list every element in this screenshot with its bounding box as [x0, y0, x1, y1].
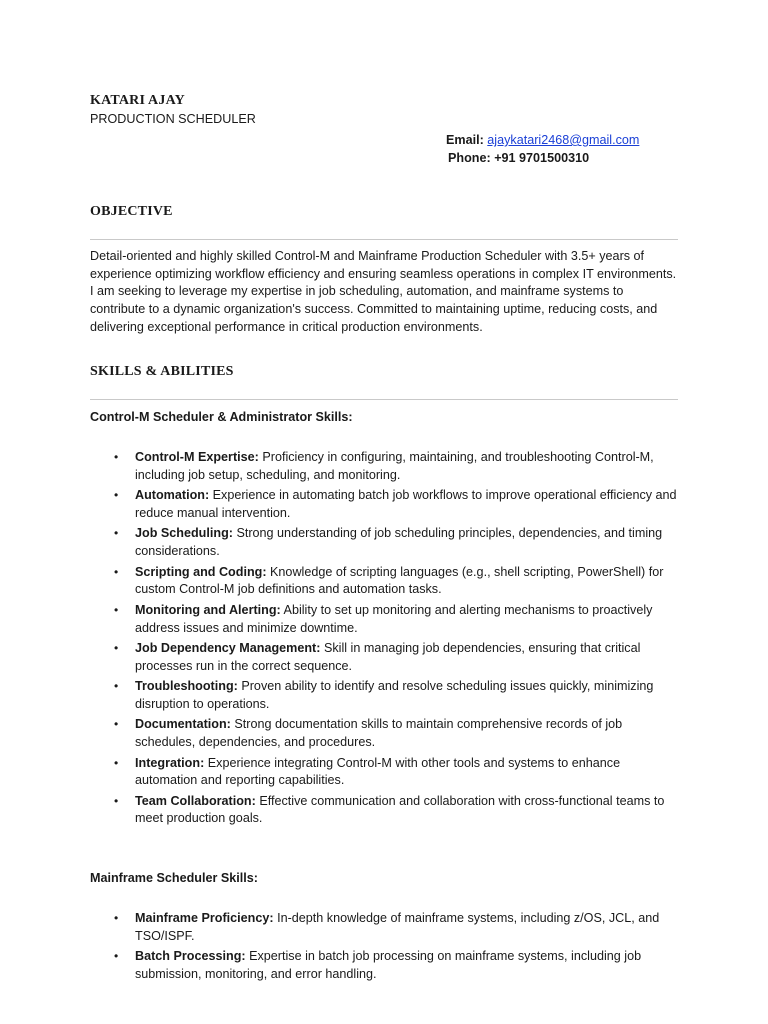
objective-divider — [90, 239, 678, 240]
skill-term: Team Collaboration: — [135, 793, 256, 808]
skill-list-item — [90, 525, 680, 561]
skill-description: Strong documentation skills to maintain comprehensive records of job schedules, dependencies, and procedures. — [135, 717, 623, 750]
candidate-name: KATARI AJAY — [90, 93, 185, 108]
skill-list-item — [90, 793, 680, 829]
skill-term: Troubleshooting: — [135, 679, 238, 694]
phone-label: Phone: — [448, 151, 491, 165]
bullet-icon: • — [114, 793, 119, 808]
skill-list-item — [90, 564, 680, 600]
skill-description: Proficiency in configuring, maintaining, and troubleshooting Control-M, including job setup, scheduling, and monitoring. — [135, 450, 654, 482]
skill-description: Ability to set up monitoring and alerting mechanisms to proactively address issues and minimize downtime. — [135, 602, 653, 635]
skill-list-item — [90, 910, 680, 946]
objective-heading: OBJECTIVE — [90, 204, 173, 219]
skill-description: Effective communication and collaboration with cross-functional teams to meet production goals. — [135, 793, 665, 826]
skill-list-item — [90, 602, 680, 638]
skill-term: Documentation: — [135, 717, 231, 732]
contact-block — [446, 131, 639, 167]
skill-description: Expertise in batch job processing on mainframe systems, including job submission, monitoring, and error handling. — [135, 949, 642, 981]
bullet-icon: • — [114, 911, 119, 925]
bullet-icon: • — [114, 755, 119, 770]
skill-term: Monitoring and Alerting: — [135, 602, 281, 617]
bullet-icon: • — [114, 564, 119, 579]
skill-description: Proven ability to identify and resolve scheduling issues quickly, minimizing disruption to operations. — [135, 679, 654, 711]
mainframe-skills-heading: Mainframe Scheduler Skills: — [90, 871, 258, 885]
bullet-icon: • — [114, 526, 119, 541]
bullet-icon: • — [114, 717, 119, 732]
skill-term: Control-M Expertise: — [135, 450, 259, 464]
skill-description: Skill in managing job dependencies, ensuring that critical processes run in the correct sequence. — [135, 640, 641, 673]
bullet-icon: • — [114, 640, 119, 655]
bullet-icon: • — [114, 949, 119, 964]
skill-list-item — [90, 449, 680, 485]
skill-term: Automation: — [135, 488, 210, 503]
skill-term: Job Scheduling: — [135, 526, 233, 541]
skill-list-item — [90, 487, 680, 523]
objective-text: Detail-oriented and highly skilled Control-M and Mainframe Production Scheduler with 3.5+ years of experience optimizing workflow efficiency and ensuring seamless operations in complex IT environments. I am seeking to leverage my expertise in job scheduling, automation, and mainframe systems to contribute to a dynamic organization's success. Committed to maintaining uptime, reducing costs, and delivering exceptional performance in critical production environments. — [90, 249, 677, 334]
email-link[interactable]: ajaykatari2468@gmail.com — [487, 133, 640, 147]
skill-description: Strong understanding of job scheduling principles, dependencies, and timing considerations. — [135, 526, 663, 559]
bullet-icon: • — [114, 679, 119, 694]
skill-term: Scripting and Coding: — [135, 564, 267, 579]
skill-list-item — [90, 716, 680, 752]
skill-list-item — [90, 755, 680, 791]
skill-description: Experience integrating Control-M with other tools and systems to enhance automation and reporting capabilities. — [135, 755, 621, 788]
skill-description: Experience in automating batch job workflows to improve operational efficiency and reduce manual intervention. — [135, 488, 677, 520]
skill-description: Knowledge of scripting languages (e.g., shell scripting, PowerShell) for custom Control-M job definitions and automation tasks. — [135, 564, 664, 597]
controlm-skills-heading: Control-M Scheduler & Administrator Skills: — [90, 410, 353, 424]
controlm-skills-list — [90, 449, 680, 831]
skill-term: Batch Processing: — [135, 949, 246, 964]
phone-row — [448, 149, 639, 167]
bullet-icon: • — [114, 450, 119, 464]
phone-value: +91 9701500310 — [494, 151, 590, 165]
skill-term: Mainframe Proficiency: — [135, 911, 274, 925]
skill-term: Job Dependency Management: — [135, 640, 321, 655]
email-label: Email: — [446, 133, 484, 147]
skills-divider — [90, 399, 678, 400]
mainframe-skills-list — [90, 910, 680, 986]
email-row — [446, 131, 639, 149]
skill-description: In-depth knowledge of mainframe systems, including z/OS, JCL, and TSO/ISPF. — [135, 911, 660, 943]
bullet-icon: • — [114, 602, 119, 617]
skills-heading: SKILLS & ABILITIES — [90, 364, 234, 379]
skill-list-item — [90, 678, 680, 714]
skill-list-item — [90, 948, 680, 984]
skill-list-item — [90, 640, 680, 676]
bullet-icon: • — [114, 488, 119, 503]
skill-term: Integration: — [135, 755, 205, 770]
candidate-title: PRODUCTION SCHEDULER — [90, 112, 256, 126]
